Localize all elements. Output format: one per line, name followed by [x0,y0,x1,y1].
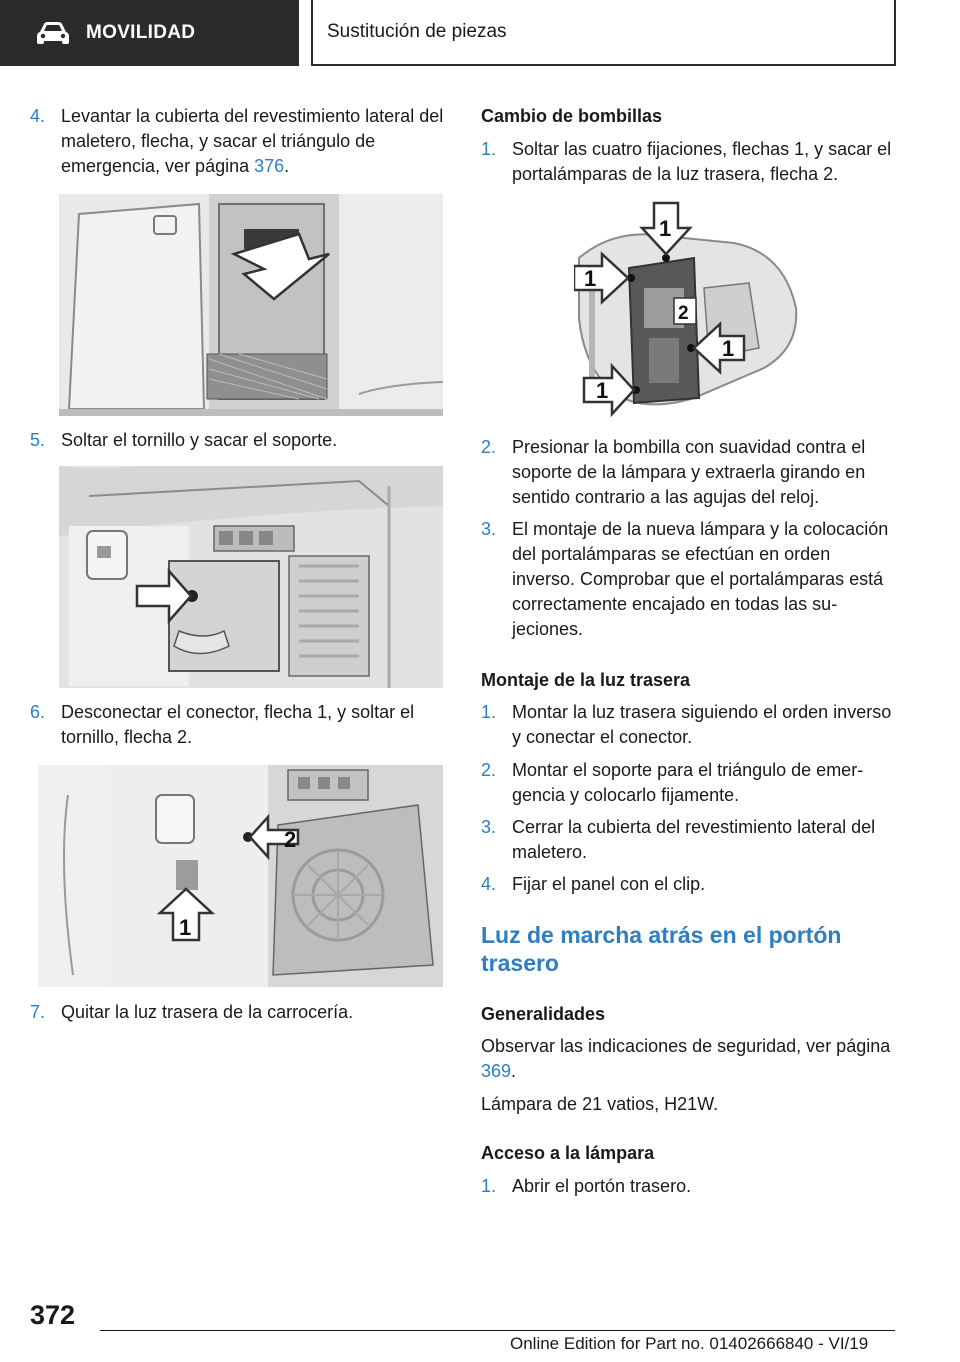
heading-access: Acceso a la lámpara [481,1143,655,1163]
step-number: 1. [481,139,497,159]
section-title-reverse-light: Luz de marcha atrás en el portón trasero [481,922,842,976]
step-number: 4. [481,874,497,894]
mount-step-3 [481,815,896,865]
mount-step-4 [481,872,896,897]
left-step-5 [30,428,444,453]
lamp-spec-text: Lámpara de 21 vatios, H21W. [481,1094,719,1114]
step-number: 6. [30,702,46,722]
holder-arrow-label-left: 1 [584,266,597,291]
figure-connector-screw [38,765,443,987]
step-text: Quitar la luz trasera de la carrocería. [61,1002,354,1022]
edition-text: Online Edition for Part no. 01402666840 - VI/19 [510,1334,869,1353]
step-text: Montar la luz trasera siguiendo el orden inverso y conectar el conector. [512,702,892,747]
step-text: Abrir el portón trasero. [512,1176,692,1196]
left-step-7 [30,1000,444,1025]
header-section-tab [0,0,299,66]
step-text: Fijar el panel con el clip. [512,874,706,894]
holder-arrow-label-bottom: 1 [596,378,609,403]
step-number: 2. [481,760,497,780]
step-text: Soltar las cuatro fijaciones, flechas 1, y sacar el portalámparas de la luz trasera, flecha 2. [512,139,892,184]
step-number: 3. [481,519,497,539]
heading-bulb-change: Cambio de bombillas [481,106,663,126]
step-number: 2. [481,437,497,457]
bulb-step-3 [481,517,896,642]
step-text: Desconectar el conector, flecha 1, y soltar el tornillo, flecha 2. [61,702,415,747]
figure-lamp-holder [574,198,802,426]
arrow-label-2: 2 [284,827,297,852]
arrow-label-1: 1 [179,915,192,940]
chapter-header [311,0,896,66]
mount-step-1 [481,700,896,750]
step-number: 3. [481,817,497,837]
step-number: 4. [30,106,46,126]
step-text: Cerrar la cubierta del revestimiento lateral del maletero. [512,817,876,862]
heading-general: Generalidades [481,1004,606,1024]
page-link-369[interactable]: 369 [481,1061,512,1081]
mount-step-2 [481,758,896,808]
figure-trunk-side-cover [59,194,443,416]
chapter-title: Sustitución de piezas [327,21,507,42]
left-step-6 [30,700,444,750]
bulb-step-1 [481,137,896,187]
holder-arrow-label-right: 1 [722,336,735,361]
step-number: 1. [481,702,497,722]
step-text: El montaje de la nueva lámpara y la colocación del portalámparas se efectúan en orden inverso. Comprobar que el portalámparas está correctamente encajado en todas las sujeciones. [512,519,889,639]
footer-divider [100,1330,895,1331]
figure-screw-support [59,466,443,688]
step-number: 5. [30,430,46,450]
car-icon [36,21,70,45]
step-text: Soltar el tornillo y sacar el soporte. [61,430,338,450]
bulb-step-2 [481,435,896,510]
left-step-4 [30,104,444,179]
heading-mounting: Montaje de la luz trasera [481,670,691,690]
step-text: Levantar la cubierta del revestimiento lateral del maletero, flecha, y sacar el triángulo de emergencia, ver página 376. [61,106,444,176]
page-link-376[interactable]: 376 [254,156,285,176]
section-label: MOVILIDAD [86,22,196,43]
holder-arrow-label-top: 1 [659,216,672,241]
step-number: 1. [481,1176,497,1196]
step-number: 7. [30,1002,46,1022]
holder-arrow-label-2: 2 [678,303,689,324]
page-number: 372 [30,1300,76,1330]
step-text: Montar el soporte para el triángulo de emergencia y colocarlo fijamente. [512,760,864,805]
general-text: Observar las indicaciones de seguridad, ver página 369. [481,1036,891,1081]
access-step-1 [481,1174,896,1199]
step-text: Presionar la bombilla con suavidad contra el soporte de la lámpara y extraerla girando en sentido contrario a las agujas del reloj. [512,437,866,507]
